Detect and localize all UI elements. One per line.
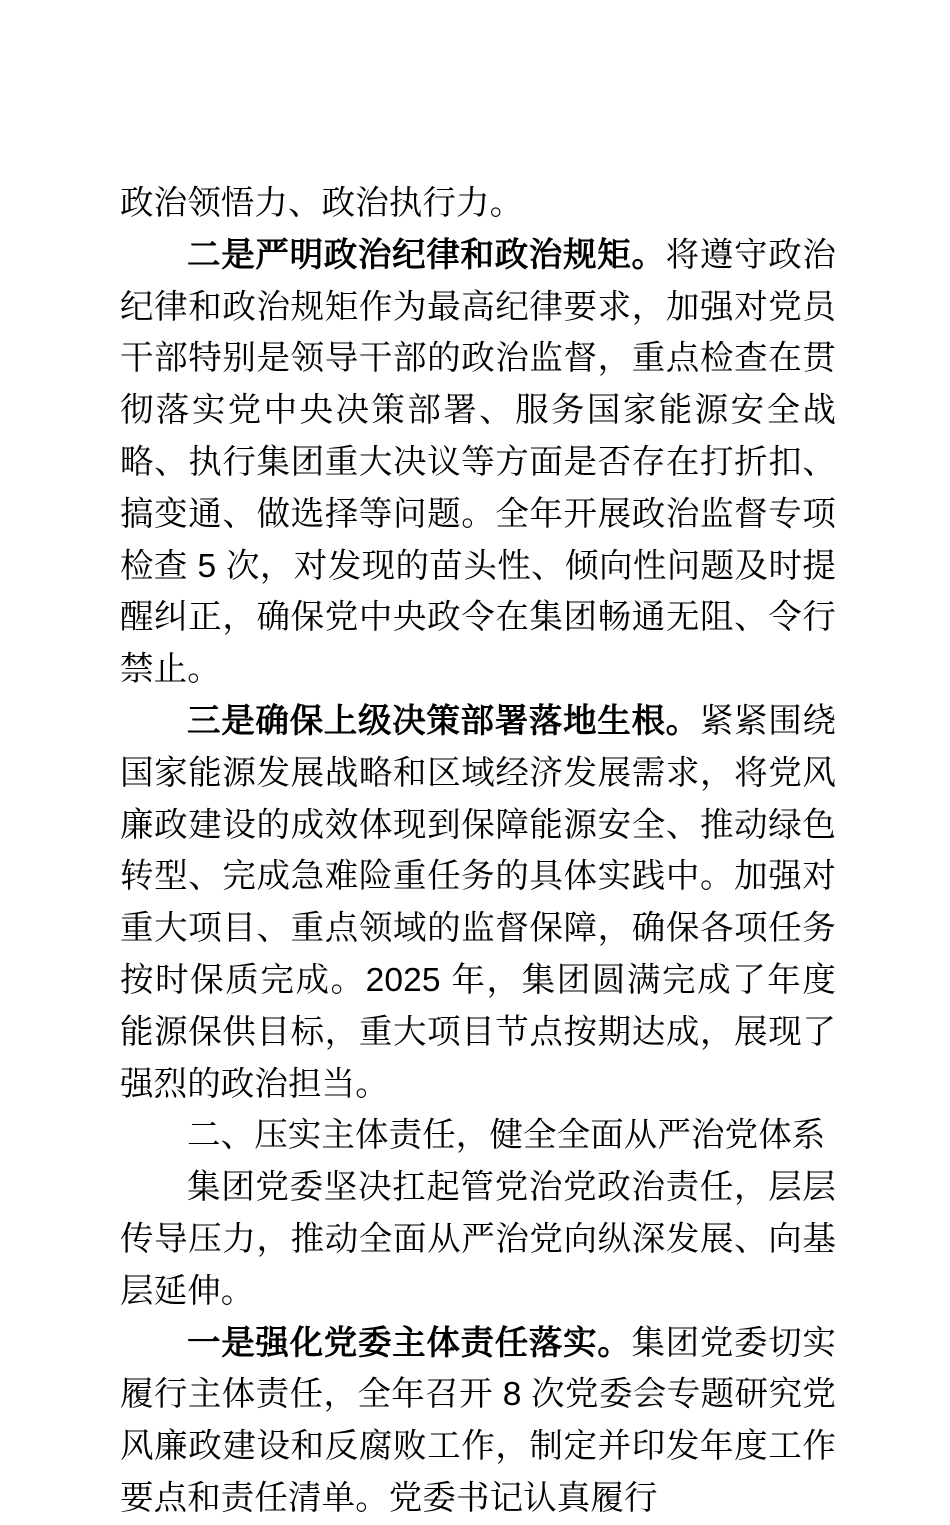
paragraph-2: [120, 230, 836, 696]
paragraph-3-lead-heading: 三是确保上级决策部署落地生根。: [187, 702, 700, 740]
paragraph-3: [120, 696, 836, 1110]
section-heading-two: [120, 1110, 836, 1162]
paragraph-1-text: 政治领悟力、政治执行力。: [120, 185, 524, 222]
paragraph-5: [120, 1162, 836, 1317]
paragraph-3-text: 紧紧围绕国家能源发展战略和区域经济发展需求，将党风廉政建设的成效体现到保障能源安全、推动绿色转型、完成急难险重任务的具体实践中。加强对重大项目、重点领域的监督保障，确保各项任务按时保质完成。2025 年，集团圆满完成了年度能源保供目标，重大项目节点按期达成，展现了强烈的政治担当。: [120, 702, 836, 1103]
paragraph-6-text: 集团党委切实履行主体责任，全年召开 8 次党委会专题研究党风廉政建设和反腐败工作，制定并印发年度工作要点和责任清单。党委书记认真履行: [120, 1324, 836, 1517]
paragraph-5-text: 集团党委坚决扛起管党治党政治责任，层层传导压力，推动全面从严治党向纵深发展、向基层延伸。: [120, 1169, 836, 1310]
paragraph-6-lead-heading: 一是强化党委主体责任落实。: [187, 1324, 632, 1362]
paragraph-2-lead-heading: 二是严明政治纪律和政治规矩。: [187, 236, 666, 274]
section-heading-two-text: 二、压实主体责任，健全全面从严治党体系: [187, 1117, 826, 1155]
paragraph-2-text: 将遵守政治纪律和政治规矩作为最高纪律要求，加强对党员干部特别是领导干部的政治监督，重点检查在贯彻落实党中央决策部署、服务国家能源安全战略、执行集团重大决议等方面是否存在打折扣、搞变通、做选择等问题。全年开展政治监督专项检查 5 次，对发现的苗头性、倾向性问题及时提醒纠正，确保党中央政令在集团畅通无阻、令行禁止。: [120, 236, 836, 689]
paragraph-1: [120, 178, 836, 230]
paragraph-6: [120, 1318, 836, 1525]
document-text-body: [120, 178, 836, 1525]
